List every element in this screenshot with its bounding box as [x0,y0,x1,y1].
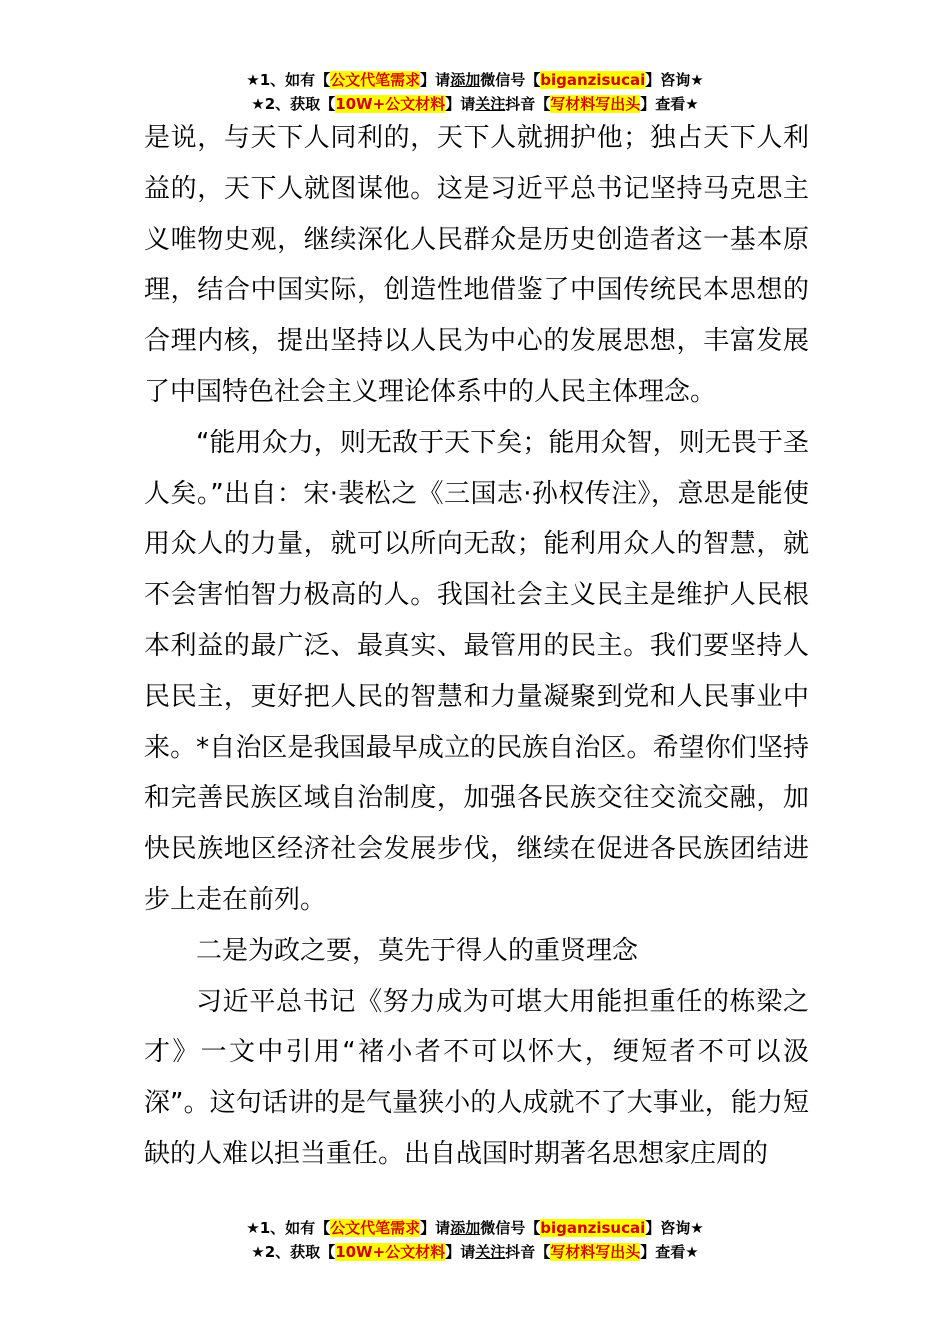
footer-banner [0,1216,950,1264]
paragraph: “能用众力，则无敌于天下矣；能用众智，则无畏于圣人矣。”出自：宋·裴松之《三国志·孙权传注》，意思是能使用众人的力量，就可以所向无敌；能利用众人的智慧，就不会害怕智力极高的人。我国社会主义民主是维护人民根本利益的最广泛、最真实、最管用的民主。我们要坚持人民民主，更好把人民的智慧和力量凝聚到党和人民事业中来。*自治区是我国最早成立的民族自治区。希望你们坚持和完善民族区域自治制度，加强各民族交往交流交融，加快民族地区经济社会发展步伐，继续在促进各民族团结进步上走在前列。 [144,427,809,915]
footer-banner-line-1 [0,1216,950,1240]
banner-highlight: 公文代笔需求 [330,1219,421,1237]
banner-wechat-id: biganzisucai [540,1219,646,1237]
banner-text: 】咨询★ [645,71,704,89]
banner-text: ★2、获取【 [251,1243,336,1261]
banner-text: 抖音【 [505,1243,551,1261]
banner-douyin-id: 写材料写出头 [550,1243,641,1261]
section-heading: 二是为政之要，莫先于得人的重贤理念 [196,935,639,966]
banner-highlight: 10W+公文材料 [335,1243,446,1261]
banner-text: 微信号【 [480,71,541,89]
banner-text: 微信号【 [480,1219,541,1237]
paragraph: 习近平总书记《努力成为可堪大用能担重任的栋梁之才》一文中引用“褚小者不可以怀大，绠短者不可以汲深”。这句话讲的是气量狭小的人成就不了大事业，能力短缺的人难以担当重任。出自战国时期著名思想家庄周的 [144,986,809,1169]
header-banner [0,68,950,116]
banner-highlight: 公文代笔需求 [330,71,421,89]
banner-underlined-text: 添加 [450,1219,481,1237]
header-banner-line-1 [0,68,950,92]
banner-text: ★1、如有【 [246,1219,331,1237]
banner-text: 】咨询★ [645,1219,704,1237]
banner-underlined-text: 关注 [475,1243,506,1261]
document-body [144,113,809,1180]
banner-text: 】请 [445,1243,476,1261]
banner-text: 】查看★ [640,1243,699,1261]
banner-text: 】请 [445,95,476,113]
banner-underlined-text: 添加 [450,71,481,89]
banner-highlight: 10W+公文材料 [335,95,446,113]
banner-text: 】请 [420,71,451,89]
footer-banner-line-2 [0,1240,950,1264]
banner-douyin-id: 写材料写出头 [550,95,641,113]
banner-text: 抖音【 [505,95,551,113]
banner-text: ★2、获取【 [251,95,336,113]
banner-text: ★1、如有【 [246,71,331,89]
paragraph-continued: 是说，与天下人同利的，天下人就拥护他；独占天下人利益的，天下人就图谋他。这是习近平总书记坚持马克思主义唯物史观，继续深化人民群众是历史创造者这一基本原理，结合中国实际，创造性地借鉴了中国传统民本思想的合理内核，提出坚持以人民为中心的发展思想，丰富发展了中国特色社会主义理论体系中的人民主体理念。 [144,123,809,407]
banner-wechat-id: biganzisucai [540,71,646,89]
banner-text: 】请 [420,1219,451,1237]
banner-underlined-text: 关注 [475,95,506,113]
banner-text: 】查看★ [640,95,699,113]
